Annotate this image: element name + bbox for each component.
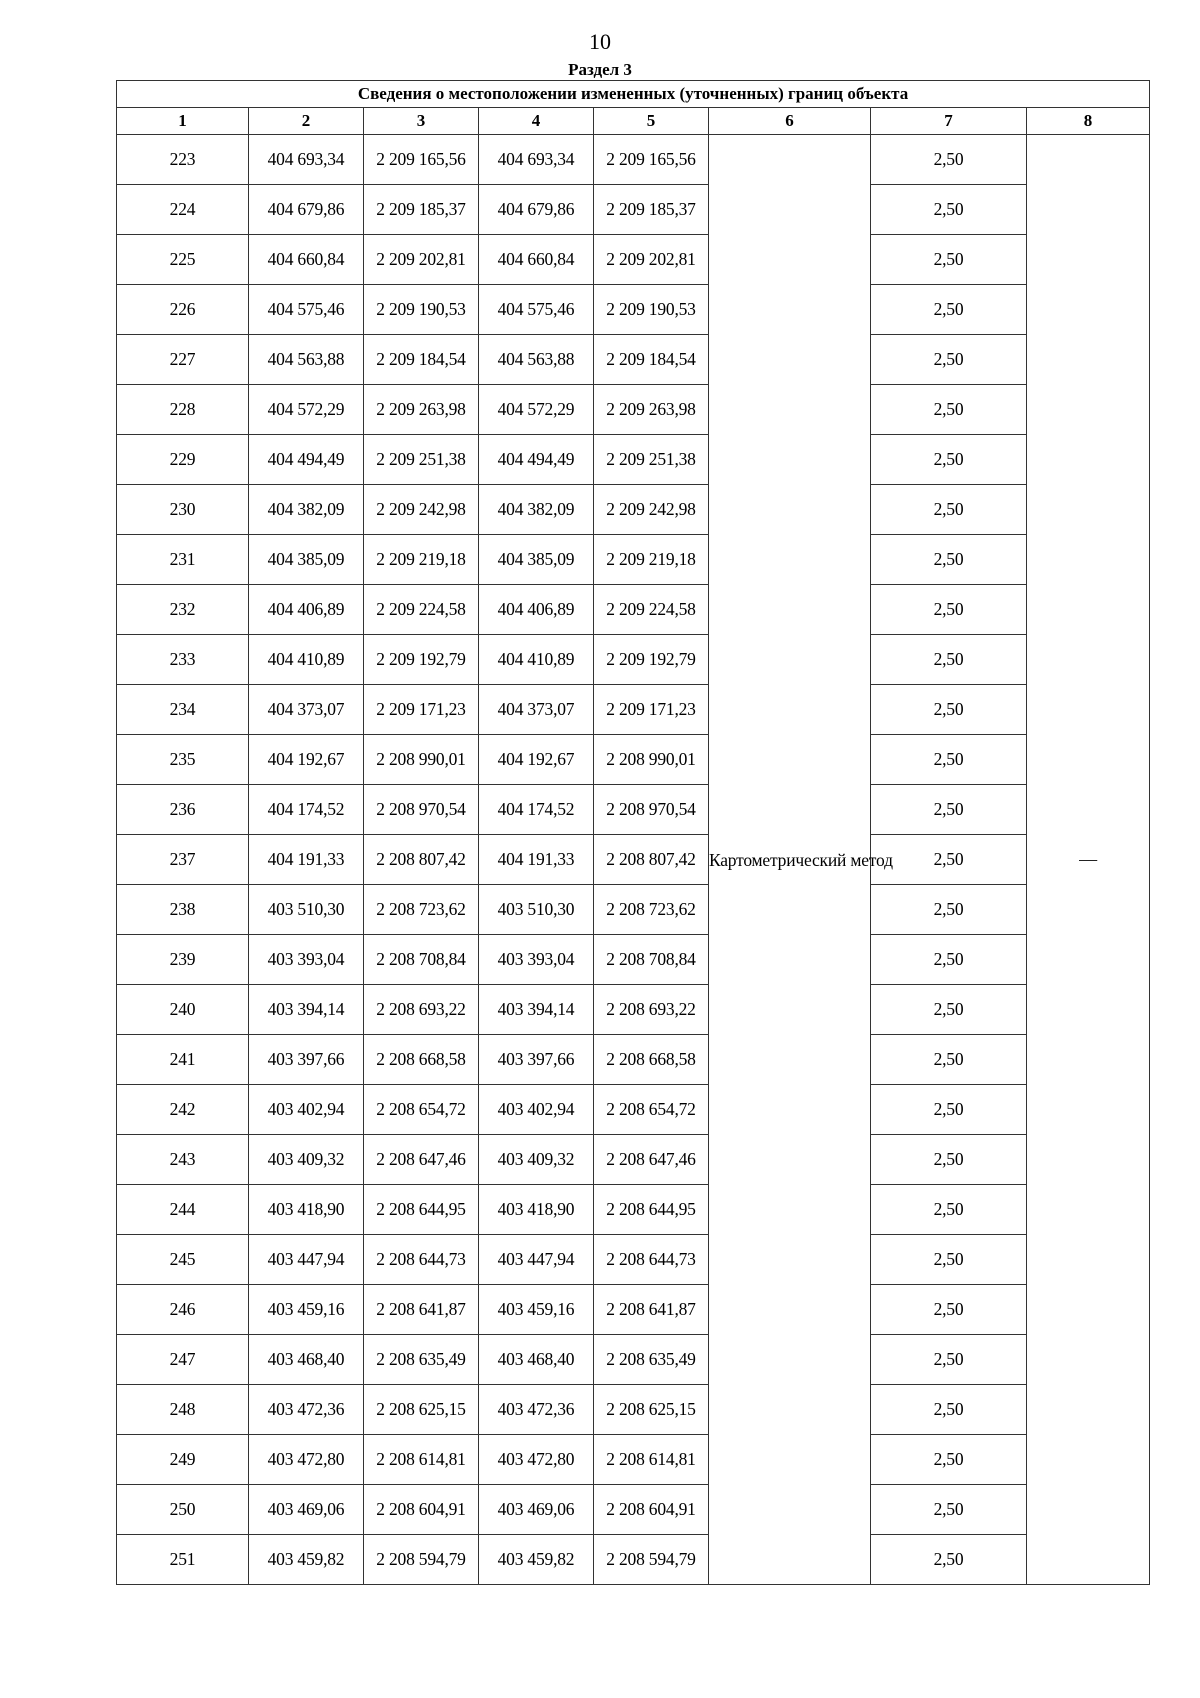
x-new-cell: 404 679,86 [479,185,594,235]
table-row [117,1285,1150,1335]
note-cell: — [1027,135,1150,1585]
x-new-cell: 403 402,94 [479,1085,594,1135]
y-old-cell: 2 208 644,95 [364,1185,479,1235]
x-old-cell: 404 174,52 [249,785,364,835]
y-new-cell: 2 208 668,58 [594,1035,709,1085]
table-row [117,1035,1150,1085]
table-caption-row [117,81,1150,108]
coordinates-table [116,80,1150,1585]
y-new-cell: 2 209 263,98 [594,385,709,435]
y-new-cell: 2 208 723,62 [594,885,709,935]
x-new-cell: 404 385,09 [479,535,594,585]
table-row [117,1335,1150,1385]
accuracy-cell: 2,50 [871,235,1027,285]
x-old-cell: 404 382,09 [249,485,364,535]
accuracy-cell: 2,50 [871,535,1027,585]
table-row [117,635,1150,685]
x-new-cell: 404 382,09 [479,485,594,535]
y-new-cell: 2 208 641,87 [594,1285,709,1335]
y-old-cell: 2 209 190,53 [364,285,479,335]
x-new-cell: 403 469,06 [479,1485,594,1535]
x-old-cell: 403 394,14 [249,985,364,1035]
x-new-cell: 403 468,40 [479,1335,594,1385]
y-new-cell: 2 208 625,15 [594,1385,709,1435]
x-old-cell: 403 459,82 [249,1535,364,1585]
x-old-cell: 403 459,16 [249,1285,364,1335]
x-new-cell: 404 572,29 [479,385,594,435]
y-old-cell: 2 209 171,23 [364,685,479,735]
y-new-cell: 2 208 644,73 [594,1235,709,1285]
x-new-cell: 403 459,82 [479,1535,594,1585]
point-number-cell: 239 [117,935,249,985]
y-old-cell: 2 208 693,22 [364,985,479,1035]
x-new-cell: 404 191,33 [479,835,594,885]
accuracy-cell: 2,50 [871,835,1027,885]
x-old-cell: 403 472,80 [249,1435,364,1485]
accuracy-cell: 2,50 [871,785,1027,835]
table-row [117,535,1150,585]
table-row [117,135,1150,185]
point-number-cell: 240 [117,985,249,1035]
table-row [117,185,1150,235]
table-row [117,1185,1150,1235]
y-new-cell: 2 209 251,38 [594,435,709,485]
point-number-cell: 232 [117,585,249,635]
accuracy-cell: 2,50 [871,1485,1027,1535]
y-old-cell: 2 208 641,87 [364,1285,479,1335]
x-new-cell: 403 393,04 [479,935,594,985]
accuracy-cell: 2,50 [871,1235,1027,1285]
x-new-cell: 404 494,49 [479,435,594,485]
column-header: 2 [249,108,364,135]
x-old-cell: 404 693,34 [249,135,364,185]
x-new-cell: 404 660,84 [479,235,594,285]
y-new-cell: 2 208 614,81 [594,1435,709,1485]
y-new-cell: 2 208 970,54 [594,785,709,835]
x-old-cell: 404 373,07 [249,685,364,735]
point-number-cell: 227 [117,335,249,385]
y-old-cell: 2 209 219,18 [364,535,479,585]
table-row [117,885,1150,935]
table-body [117,135,1150,1585]
point-number-cell: 228 [117,385,249,435]
y-old-cell: 2 209 263,98 [364,385,479,435]
table-row [117,735,1150,785]
y-old-cell: 2 208 807,42 [364,835,479,885]
column-header: 8 [1027,108,1150,135]
column-header: 6 [709,108,871,135]
y-old-cell: 2 208 647,46 [364,1135,479,1185]
y-old-cell: 2 209 192,79 [364,635,479,685]
y-new-cell: 2 208 647,46 [594,1135,709,1185]
y-old-cell: 2 208 668,58 [364,1035,479,1085]
accuracy-cell: 2,50 [871,1435,1027,1485]
x-new-cell: 403 459,16 [479,1285,594,1335]
accuracy-cell: 2,50 [871,1185,1027,1235]
x-old-cell: 403 418,90 [249,1185,364,1235]
column-header: 5 [594,108,709,135]
x-old-cell: 404 385,09 [249,535,364,585]
point-number-cell: 237 [117,835,249,885]
y-new-cell: 2 208 654,72 [594,1085,709,1135]
y-old-cell: 2 208 635,49 [364,1335,479,1385]
y-old-cell: 2 208 594,79 [364,1535,479,1585]
x-old-cell: 404 679,86 [249,185,364,235]
section-title: Раздел 3 [568,60,632,79]
accuracy-cell: 2,50 [871,1035,1027,1085]
y-old-cell: 2 208 644,73 [364,1235,479,1285]
x-new-cell: 404 563,88 [479,335,594,385]
y-new-cell: 2 209 224,58 [594,585,709,635]
point-number-cell: 251 [117,1535,249,1585]
column-header: 7 [871,108,1027,135]
y-old-cell: 2 209 251,38 [364,435,479,485]
table-row [117,1435,1150,1485]
point-number-cell: 236 [117,785,249,835]
point-number-cell: 230 [117,485,249,535]
x-new-cell: 403 472,36 [479,1385,594,1435]
point-number-cell: 226 [117,285,249,335]
table-row [117,1485,1150,1535]
accuracy-cell: 2,50 [871,1135,1027,1185]
point-number-cell: 223 [117,135,249,185]
y-new-cell: 2 209 185,37 [594,185,709,235]
x-old-cell: 404 660,84 [249,235,364,285]
x-old-cell: 403 469,06 [249,1485,364,1535]
accuracy-cell: 2,50 [871,585,1027,635]
x-new-cell: 404 575,46 [479,285,594,335]
x-new-cell: 404 174,52 [479,785,594,835]
x-new-cell: 404 406,89 [479,585,594,635]
point-number-cell: 243 [117,1135,249,1185]
y-old-cell: 2 209 185,37 [364,185,479,235]
point-number-cell: 238 [117,885,249,935]
y-old-cell: 2 209 165,56 [364,135,479,185]
x-old-cell: 404 563,88 [249,335,364,385]
accuracy-cell: 2,50 [871,1285,1027,1335]
table-row [117,485,1150,535]
x-new-cell: 403 409,32 [479,1135,594,1185]
table-caption: Сведения о местоположении измененных (уточненных) границ объекта [117,81,1150,108]
table-row [117,1235,1150,1285]
accuracy-cell: 2,50 [871,385,1027,435]
y-new-cell: 2 209 184,54 [594,335,709,385]
point-number-cell: 247 [117,1335,249,1385]
point-number-cell: 233 [117,635,249,685]
y-new-cell: 2 209 190,53 [594,285,709,335]
y-new-cell: 2 208 635,49 [594,1335,709,1385]
x-old-cell: 403 472,36 [249,1385,364,1435]
x-old-cell: 403 393,04 [249,935,364,985]
y-old-cell: 2 208 708,84 [364,935,479,985]
x-old-cell: 403 397,66 [249,1035,364,1085]
accuracy-cell: 2,50 [871,1335,1027,1385]
point-number-cell: 231 [117,535,249,585]
x-old-cell: 404 406,89 [249,585,364,635]
table-row [117,1535,1150,1585]
y-new-cell: 2 208 807,42 [594,835,709,885]
y-new-cell: 2 208 693,22 [594,985,709,1035]
y-old-cell: 2 208 990,01 [364,735,479,785]
x-old-cell: 403 402,94 [249,1085,364,1135]
y-new-cell: 2 208 644,95 [594,1185,709,1235]
point-number-cell: 249 [117,1435,249,1485]
point-number-cell: 224 [117,185,249,235]
y-new-cell: 2 208 604,91 [594,1485,709,1535]
table-row [117,385,1150,435]
accuracy-cell: 2,50 [871,335,1027,385]
y-new-cell: 2 208 594,79 [594,1535,709,1585]
point-number-cell: 245 [117,1235,249,1285]
accuracy-cell: 2,50 [871,685,1027,735]
x-old-cell: 404 191,33 [249,835,364,885]
y-old-cell: 2 208 654,72 [364,1085,479,1135]
y-new-cell: 2 209 171,23 [594,685,709,735]
x-new-cell: 403 397,66 [479,1035,594,1085]
x-old-cell: 404 410,89 [249,635,364,685]
accuracy-cell: 2,50 [871,1535,1027,1585]
table-row [117,785,1150,835]
y-new-cell: 2 209 219,18 [594,535,709,585]
point-number-cell: 229 [117,435,249,485]
x-old-cell: 403 447,94 [249,1235,364,1285]
x-old-cell: 403 510,30 [249,885,364,935]
accuracy-cell: 2,50 [871,885,1027,935]
accuracy-cell: 2,50 [871,485,1027,535]
table-row [117,285,1150,335]
x-old-cell: 404 494,49 [249,435,364,485]
x-old-cell: 404 572,29 [249,385,364,435]
y-old-cell: 2 209 202,81 [364,235,479,285]
y-old-cell: 2 208 970,54 [364,785,479,835]
table-row [117,335,1150,385]
column-header: 1 [117,108,249,135]
y-new-cell: 2 209 165,56 [594,135,709,185]
table-row [117,835,1150,885]
y-new-cell: 2 208 990,01 [594,735,709,785]
point-number-cell: 244 [117,1185,249,1235]
column-header-row [117,108,1150,135]
accuracy-cell: 2,50 [871,635,1027,685]
x-new-cell: 404 693,34 [479,135,594,185]
x-new-cell: 403 394,14 [479,985,594,1035]
accuracy-cell: 2,50 [871,435,1027,485]
accuracy-cell: 2,50 [871,985,1027,1035]
point-number-cell: 234 [117,685,249,735]
x-new-cell: 404 373,07 [479,685,594,735]
table-row [117,235,1150,285]
accuracy-cell: 2,50 [871,135,1027,185]
accuracy-cell: 2,50 [871,1085,1027,1135]
point-number-cell: 248 [117,1385,249,1435]
x-new-cell: 403 418,90 [479,1185,594,1235]
x-new-cell: 404 410,89 [479,635,594,685]
x-old-cell: 404 192,67 [249,735,364,785]
method-cell: Картометрический метод [709,135,871,1585]
x-old-cell: 404 575,46 [249,285,364,335]
y-new-cell: 2 209 242,98 [594,485,709,535]
accuracy-cell: 2,50 [871,185,1027,235]
point-number-cell: 242 [117,1085,249,1135]
x-old-cell: 403 468,40 [249,1335,364,1385]
point-number-cell: 241 [117,1035,249,1085]
accuracy-cell: 2,50 [871,1385,1027,1435]
point-number-cell: 225 [117,235,249,285]
x-new-cell: 404 192,67 [479,735,594,785]
x-old-cell: 403 409,32 [249,1135,364,1185]
accuracy-cell: 2,50 [871,735,1027,785]
page-number: 10 [589,29,611,54]
point-number-cell: 246 [117,1285,249,1335]
table-row [117,935,1150,985]
table-row [117,1085,1150,1135]
y-new-cell: 2 208 708,84 [594,935,709,985]
x-new-cell: 403 447,94 [479,1235,594,1285]
table-row [117,1385,1150,1435]
point-number-cell: 235 [117,735,249,785]
point-number-cell: 250 [117,1485,249,1535]
y-old-cell: 2 209 242,98 [364,485,479,535]
y-old-cell: 2 209 184,54 [364,335,479,385]
table-row [117,435,1150,485]
table-row [117,1135,1150,1185]
y-old-cell: 2 209 224,58 [364,585,479,635]
table-row [117,685,1150,735]
y-old-cell: 2 208 614,81 [364,1435,479,1485]
accuracy-cell: 2,50 [871,935,1027,985]
y-old-cell: 2 208 625,15 [364,1385,479,1435]
column-header: 4 [479,108,594,135]
table-row [117,985,1150,1035]
table-row [117,585,1150,635]
accuracy-cell: 2,50 [871,285,1027,335]
y-old-cell: 2 208 604,91 [364,1485,479,1535]
x-new-cell: 403 472,80 [479,1435,594,1485]
x-new-cell: 403 510,30 [479,885,594,935]
y-old-cell: 2 208 723,62 [364,885,479,935]
y-new-cell: 2 209 202,81 [594,235,709,285]
column-header: 3 [364,108,479,135]
y-new-cell: 2 209 192,79 [594,635,709,685]
